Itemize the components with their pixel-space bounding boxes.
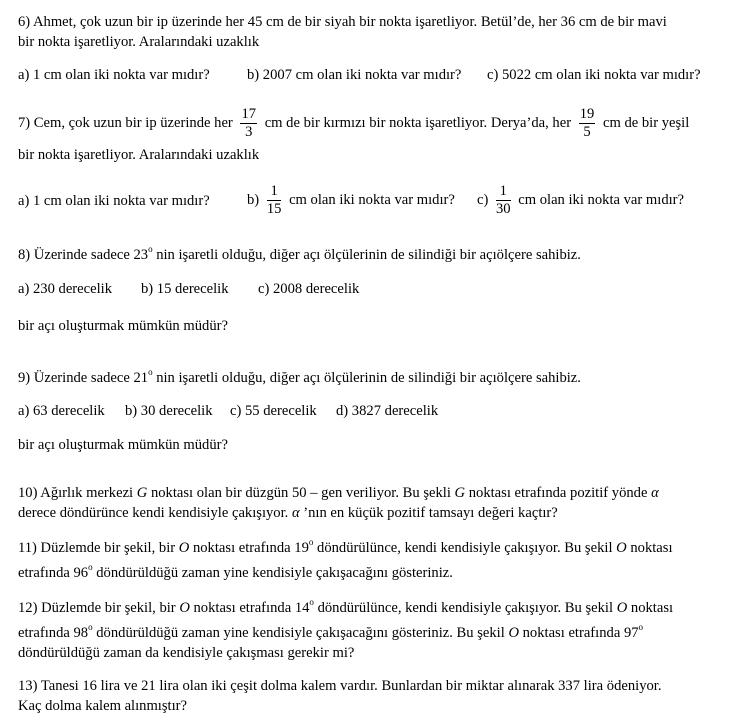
q10-line2 (18, 504, 558, 522)
q9-options (18, 402, 438, 420)
q7-text: 7) Cem, çok uzun bir ip üzerinde her (18, 114, 233, 131)
q7-option-c (477, 183, 684, 218)
text: etrafında 98 (18, 625, 89, 641)
text: derece döndürünce kendi kendisiyle çakışıyor. (18, 505, 292, 521)
text: 12) Düzlemde bir şekil, bir (18, 600, 180, 616)
alpha-symbol: α (291, 505, 300, 521)
q9-option-c: c) 55 derecelik (230, 403, 317, 419)
degree: o (309, 597, 314, 607)
point-g: G (136, 485, 148, 501)
text: döndürüldüğü zaman yine kendisiyle çakışacağını gösteriniz. Bu şekil (92, 625, 509, 641)
point-g: G (454, 485, 466, 501)
q7-option-a: a) 1 cm olan iki nokta var mıdır? (18, 192, 210, 209)
numerator: 19 (579, 106, 595, 122)
denominator: 15 (266, 201, 282, 217)
text: nin işaretli olduğu, diğer açı ölçülerinin de silindiği bir açıölçere sahibiz. (152, 370, 581, 386)
q7-line2: bir nokta işaretliyor. Aralarındaki uzaklık (18, 147, 260, 163)
text: nin işaretli olduğu, diğer açı ölçülerinin de silindiği bir açıölçere sahibiz. (152, 247, 581, 263)
degree: o (148, 244, 153, 254)
q6-line2: bir nokta işaretliyor. Aralarındaki uzaklık (18, 34, 260, 50)
point-o: O (616, 600, 628, 616)
q10-line1 (18, 484, 659, 502)
denominator: 30 (496, 201, 511, 217)
numerator: 1 (496, 183, 511, 201)
q12-line2 (18, 624, 643, 642)
fraction (579, 106, 596, 141)
q11-line1 (18, 539, 673, 557)
degree: o (638, 622, 644, 632)
q6-options (18, 66, 701, 84)
q9-option-a: a) 63 derecelik (18, 403, 105, 419)
q7-line1 (18, 106, 689, 141)
alpha-symbol: α (651, 485, 659, 501)
text: döndürülünce, kendi kendisiyle çakışıyor. Bu şekil (313, 600, 617, 616)
q8-option-a: a) 230 derecelik (18, 281, 112, 297)
q9-option-d: d) 3827 derecelik (336, 403, 439, 419)
denominator: 3 (245, 124, 253, 140)
text: 10) Ağırlık merkezi (18, 485, 137, 501)
point-o: O (616, 540, 627, 556)
q9-option-b: b) 30 derecelik (125, 403, 213, 419)
point-o: O (508, 625, 519, 641)
q9-question: bir açı oluşturmak mümkün müdür? (18, 437, 228, 453)
q6-option-a: a) 1 cm olan iki nokta var mıdır? (18, 67, 210, 83)
label: cm olan iki nokta var mıdır? (289, 191, 455, 208)
text: döndürüldüğü zaman yine kendisiyle çakışacağını gösteriniz. (92, 565, 453, 581)
numerator: 17 (241, 106, 257, 122)
text: noktası etrafında 97 (518, 625, 639, 641)
text: noktası (626, 540, 673, 556)
q8-options (18, 280, 359, 298)
q13-line2: Kaç dolma kalem alınmıştır? (18, 698, 187, 714)
point-o: O (179, 600, 190, 616)
q11-line2 (18, 564, 453, 582)
text: noktası etrafında 14 (189, 600, 310, 616)
text: 8) Üzerinde sadece 23 (18, 247, 149, 263)
degree: o (308, 537, 314, 547)
denominator: 5 (583, 124, 591, 140)
text: 9) Üzerinde sadece 21 (18, 370, 149, 386)
q8-option-b: b) 15 derecelik (141, 281, 229, 297)
label: c) (477, 191, 489, 208)
q8-question: bir açı oluşturmak mümkün müdür? (18, 318, 228, 334)
q8-line1 (18, 246, 581, 264)
q7-options (18, 183, 684, 218)
fraction (496, 183, 511, 218)
text: noktası etrafında pozitif yönde (465, 485, 652, 501)
text: döndürülünce, kendi kendisiyle çakışıyor. Bu şekil (313, 540, 617, 556)
q7-text: cm de bir yeşil (602, 114, 690, 131)
label: b) (247, 191, 260, 208)
q8-option-c: c) 2008 derecelik (258, 281, 360, 297)
q12-line3: döndürüldüğü zaman da kendisiyle çakışması gerekir mi? (18, 645, 355, 661)
q6-option-b: b) 2007 cm olan iki nokta var mıdır? (247, 67, 462, 83)
degree: o (88, 562, 93, 572)
q6-line1: 6) Ahmet, çok uzun bir ip üzerinde her 45 cm de bir siyah bir nokta işaretliyor. Betül’de, her 36 cm de bir mavi (18, 14, 667, 30)
degree: o (88, 622, 93, 632)
q9-line1 (18, 369, 581, 387)
text: noktası (627, 600, 674, 616)
text: ’nın en küçük pozitif tamsayı değeri kaçtır? (299, 505, 558, 521)
q6-option-c: c) 5022 cm olan iki nokta var mıdır? (487, 67, 701, 83)
fraction (240, 106, 257, 141)
text: noktası olan bir düzgün 50 – gen veriliyor. Bu şekli (147, 485, 455, 501)
degree: o (148, 367, 153, 377)
text: etrafında 96 (18, 565, 89, 581)
point-o: O (178, 540, 190, 556)
q7-option-b (247, 183, 477, 218)
q7-text: cm de bir kırmızı bir nokta işaretliyor. Derya’da, her (264, 114, 572, 131)
text: noktası etrafında 19 (189, 540, 309, 556)
fraction (267, 183, 282, 218)
q13-line1: 13) Tanesi 16 lira ve 21 lira olan iki çeşit dolma kalem vardır. Bunlardan bir miktar alınarak 337 lira ödeniyor. (18, 678, 662, 694)
text: 11) Düzlemde bir şekil, bir (18, 540, 179, 556)
label: cm olan iki nokta var mıdır? (518, 191, 685, 208)
numerator: 1 (267, 183, 282, 201)
q12-line1 (18, 599, 673, 617)
